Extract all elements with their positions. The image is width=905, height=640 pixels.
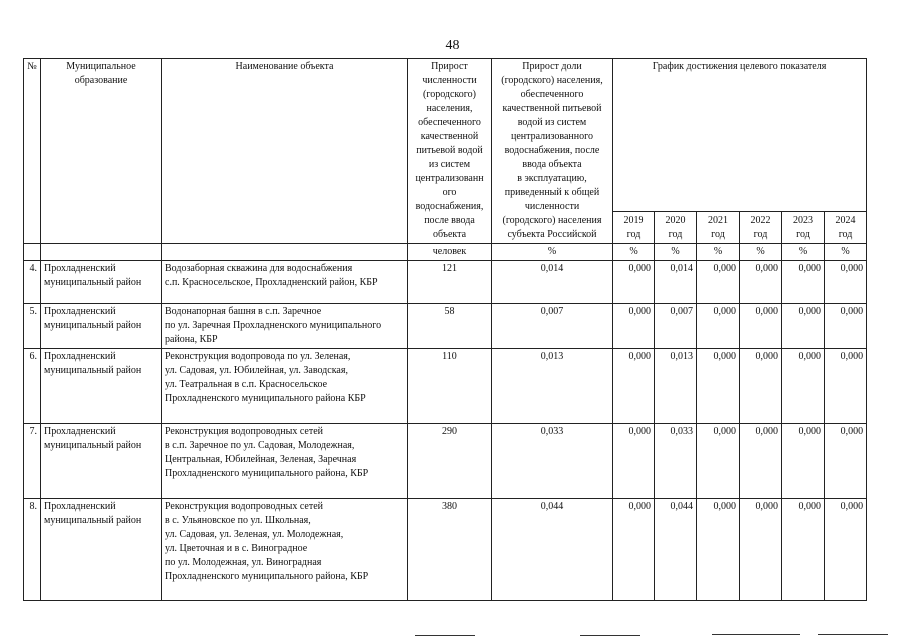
row-year-value: 0,033 xyxy=(655,424,697,499)
unit-year: % xyxy=(740,244,782,261)
scan-mark-line xyxy=(712,634,800,635)
scan-mark-line xyxy=(415,635,475,636)
header-year: 2021 год xyxy=(697,211,740,243)
row-year-value: 0,000 xyxy=(825,499,867,601)
units-row xyxy=(24,244,867,261)
row-year-value: 0,000 xyxy=(613,261,655,304)
row-year-value: 0,000 xyxy=(825,304,867,349)
row-municipality: Прохладненский муниципальный район xyxy=(41,304,162,349)
row-year-value: 0,000 xyxy=(613,349,655,424)
page-number: 48 xyxy=(445,38,460,53)
unit-empty xyxy=(24,244,41,261)
row-year-value: 0,000 xyxy=(782,499,825,601)
indicator-table xyxy=(23,58,867,601)
row-num: 4. xyxy=(24,261,41,304)
row-year-value: 0,007 xyxy=(655,304,697,349)
row-year-value: 0,000 xyxy=(825,261,867,304)
row-year-value: 0,000 xyxy=(740,304,782,349)
row-year-value: 0,000 xyxy=(740,261,782,304)
row-share: 0,033 xyxy=(492,424,613,499)
row-share: 0,044 xyxy=(492,499,613,601)
header-year: 2020 год xyxy=(655,211,697,243)
header-year: 2019 год xyxy=(613,211,655,243)
unit-year: % xyxy=(655,244,697,261)
row-object: Водозаборная скважина для водоснабжения с.п. Красносельское, Прохладненский район, КБР xyxy=(162,261,408,304)
scan-mark-line xyxy=(818,634,888,635)
row-year-value: 0,000 xyxy=(613,424,655,499)
row-year-value: 0,044 xyxy=(655,499,697,601)
row-year-value: 0,000 xyxy=(782,349,825,424)
row-object: Реконструкция водопроводных сетей в с. Ульяновское по ул. Школьная, ул. Садовая, ул. Зеленая, ул. Молодежная, ул. Цветочная и в с. Виноградное по ул. Молодежная, ул. Виноградная Прохладненского муниципального района, КБР xyxy=(162,499,408,601)
row-population: 110 xyxy=(408,349,492,424)
table-row xyxy=(24,349,867,424)
row-year-value: 0,000 xyxy=(740,349,782,424)
header-year: 2024 год xyxy=(825,211,867,243)
row-year-value: 0,000 xyxy=(697,499,740,601)
row-share: 0,013 xyxy=(492,349,613,424)
header-year: 2023 год xyxy=(782,211,825,243)
row-share: 0,014 xyxy=(492,261,613,304)
row-year-value: 0,000 xyxy=(825,424,867,499)
header-municipality: Муниципальное образование xyxy=(41,59,162,244)
unit-empty xyxy=(162,244,408,261)
row-municipality: Прохладненский муниципальный район xyxy=(41,261,162,304)
unit-share: % xyxy=(492,244,613,261)
row-num: 8. xyxy=(24,499,41,601)
row-population: 58 xyxy=(408,304,492,349)
table-row xyxy=(24,304,867,349)
table-row xyxy=(24,424,867,499)
row-num: 7. xyxy=(24,424,41,499)
row-municipality: Прохладненский муниципальный район xyxy=(41,349,162,424)
row-year-value: 0,000 xyxy=(697,424,740,499)
row-share: 0,007 xyxy=(492,304,613,349)
row-year-value: 0,000 xyxy=(782,424,825,499)
row-year-value: 0,000 xyxy=(782,304,825,349)
header-growth-population: Прирост численности (городского) населения, обеспеченного качественной питьевой водой из систем централизованн ого водоснабжения, после ввода объекта xyxy=(408,59,492,244)
row-year-value: 0,000 xyxy=(825,349,867,424)
row-year-value: 0,000 xyxy=(613,304,655,349)
row-num: 6. xyxy=(24,349,41,424)
row-year-value: 0,000 xyxy=(697,261,740,304)
unit-year: % xyxy=(825,244,867,261)
header-row xyxy=(24,59,867,212)
row-year-value: 0,014 xyxy=(655,261,697,304)
row-population: 380 xyxy=(408,499,492,601)
row-population: 290 xyxy=(408,424,492,499)
row-num: 5. xyxy=(24,304,41,349)
table-row xyxy=(24,261,867,304)
table-row xyxy=(24,499,867,601)
row-year-value: 0,000 xyxy=(740,424,782,499)
row-object: Водонапорная башня в с.п. Заречное по ул. Заречная Прохладненского муниципального района, КБР xyxy=(162,304,408,349)
row-municipality: Прохладненский муниципальный район xyxy=(41,499,162,601)
row-year-value: 0,000 xyxy=(782,261,825,304)
row-year-value: 0,000 xyxy=(697,304,740,349)
header-year: 2022 год xyxy=(740,211,782,243)
unit-year: % xyxy=(782,244,825,261)
header-object: Наименование объекта xyxy=(162,59,408,244)
unit-year: % xyxy=(697,244,740,261)
header-growth-share: Прирост доли (городского) населения, обеспеченного качественной питьевой водой из систем централизованного водоснабжения, после ввода объекта в эксплуатацию, приведенный к общей численности (городского) населения субъекта Российской xyxy=(492,59,613,244)
row-year-value: 0,013 xyxy=(655,349,697,424)
row-year-value: 0,000 xyxy=(740,499,782,601)
row-year-value: 0,000 xyxy=(613,499,655,601)
row-municipality: Прохладненский муниципальный район xyxy=(41,424,162,499)
row-population: 121 xyxy=(408,261,492,304)
header-schedule: График достижения целевого показателя xyxy=(613,59,867,212)
unit-year: % xyxy=(613,244,655,261)
header-num: № xyxy=(24,59,41,244)
row-object: Реконструкция водопровода по ул. Зеленая, ул. Садовая, ул. Юбилейная, ул. Заводская, ул. Театральная в с.п. Красносельское Прохладненского муниципального района КБР xyxy=(162,349,408,424)
row-year-value: 0,000 xyxy=(697,349,740,424)
row-object: Реконструкция водопроводных сетей в с.п. Заречное по ул. Садовая, Молодежная, Центральная, Юбилейная, Зеленая, Заречная Прохладненского муниципального района, КБР xyxy=(162,424,408,499)
scan-mark-line xyxy=(580,635,640,636)
unit-population: человек xyxy=(408,244,492,261)
unit-empty xyxy=(41,244,162,261)
